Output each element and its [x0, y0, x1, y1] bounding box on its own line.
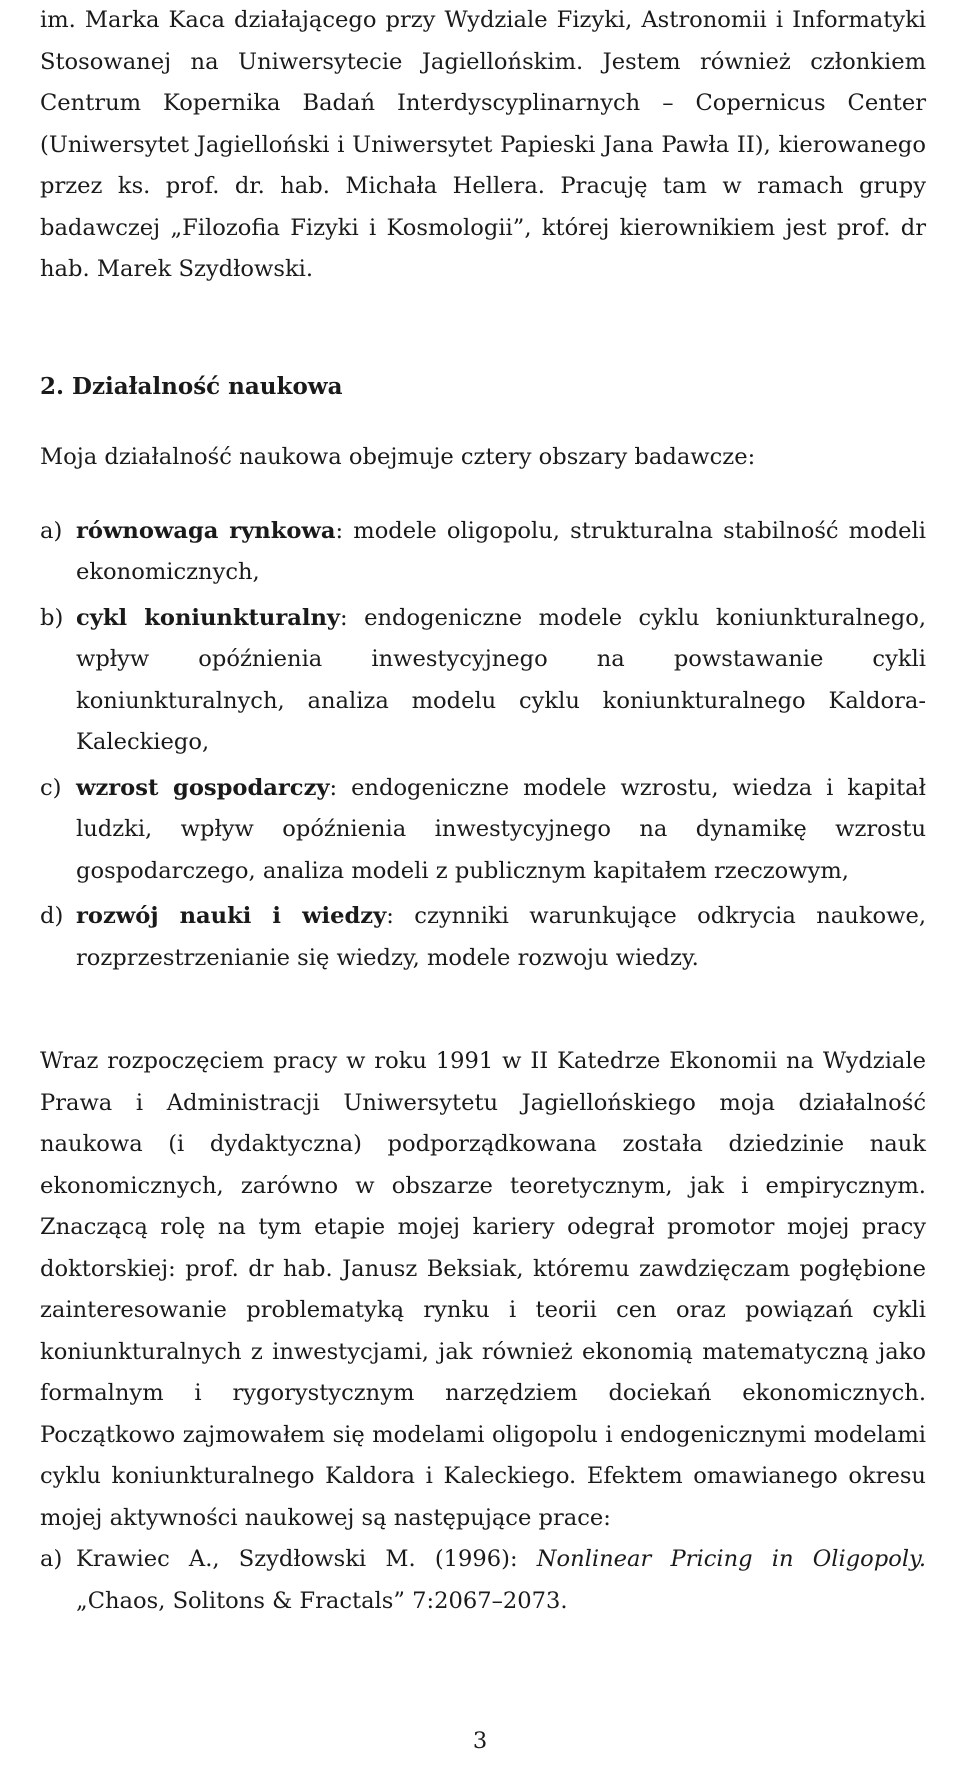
area-description: : modele oligopolu, strukturalna stabilność modeli ekonomicznych,: [76, 517, 926, 585]
area-description: : endogeniczne modele wzrostu, wiedza i kapitał ludzki, wpływ opóźnienia inwestycyjnego na dynamikę wzrostu gospodarczego, analiza modeli z publicznym kapitałem rzeczowym,: [76, 774, 926, 884]
area-term: rozwój nauki i wiedzy: [76, 903, 387, 929]
area-term: równowaga rynkowa: [76, 517, 336, 544]
publication-title: Nonlinear Pricing in Oligopoly.: [536, 1546, 926, 1572]
publication-entry: [76, 1539, 926, 1622]
area-description: : czynniki warunkujące odkrycia naukowe, rozprzestrzenianie się wiedzy, modele rozwoju wiedzy.: [76, 903, 927, 971]
section-lead: Moja działalność naukowa obejmuje cztery obszary badawcze:: [40, 444, 756, 470]
list-marker: b): [40, 604, 64, 631]
list-item-text: [76, 598, 926, 764]
list-item-text: [76, 511, 926, 594]
list-marker: a): [40, 517, 63, 544]
list-marker: d): [40, 903, 64, 929]
area-term: wzrost gospodarczy: [76, 774, 330, 801]
list-marker: a): [40, 1546, 63, 1572]
research-areas-list: [40, 511, 926, 980]
body-paragraph: Wraz rozpoczęciem pracy w roku 1991 w II Katedrze Ekonomii na Wydziale Prawa i Administracji Uniwersytetu Jagiellońskiego moja działalność naukowa (i dydaktyczna) podporządkowana została dziedzinie nauk ekonomicznych, zarówno w obszarze teoretycznym, jak i empirycznym. Znaczącą rolę na tym etapie mojej kariery odegrał promotor mojej pracy doktorskiej: prof. dr hab. Janusz Beksiak, któremu zawdzięczam pogłębione zainteresowanie problematyką rynku i teorii cen oraz powiązań cykli koniunkturalnych z inwestycjami, jak również ekonomią matematyczną jako formalnym i rygorystycznym narzędziem dociekań ekonomicznych. Początkowo zajmowałem się modelami oligopolu i endogenicznymi modelami cyklu koniunkturalnego Kaldora i Kaleckiego. Efektem omawianego okresu mojej aktywności naukowej są następujące prace:: [40, 1048, 926, 1531]
list-item: [40, 1539, 926, 1622]
list-item: [40, 896, 926, 979]
list-item: [40, 511, 926, 594]
area-description: : endogeniczne modele cyklu koniunkturalnego, wpływ opóźnienia inwestycyjnego na powstawanie cykli koniunkturalnych, analiza modelu cyklu koniunkturalnego Kaldora-Kaleckiego,: [76, 604, 926, 755]
list-item-text: [76, 896, 926, 979]
publications-list: [40, 1539, 926, 1622]
page-number: 3: [472, 1728, 488, 1754]
section-heading: 2. Działalność naukowa: [40, 372, 343, 400]
area-term: cykl koniunkturalny: [76, 604, 341, 631]
publication-authors: Krawiec A., Szydłowski M. (1996):: [76, 1546, 537, 1572]
intro-paragraph: im. Marka Kaca działającego przy Wydziale Fizyki, Astronomii i Informatyki Stosowanej na Uniwersytecie Jagiellońskim. Jestem również członkiem Centrum Kopernika Badań Interdyscyplinarnych – Copernicus Center (Uniwersytet Jagielloński i Uniwersytet Papieski Jana Pawła II), kierowanego przez ks. prof. dr. hab. Michała Hellera. Pracuję tam w ramach grupy badawczej „Filozofia Fizyki i Kosmologii”, której kierownikiem jest prof. dr hab. Marek Szydłowski.: [40, 7, 926, 282]
publication-source: „Chaos, Solitons & Fractals” 7:2067–2073.: [76, 1587, 568, 1614]
list-item: [40, 768, 926, 893]
document-page: [40, 0, 926, 1622]
list-marker: c): [40, 774, 62, 801]
list-item: [40, 598, 926, 764]
list-item-text: [76, 768, 926, 893]
